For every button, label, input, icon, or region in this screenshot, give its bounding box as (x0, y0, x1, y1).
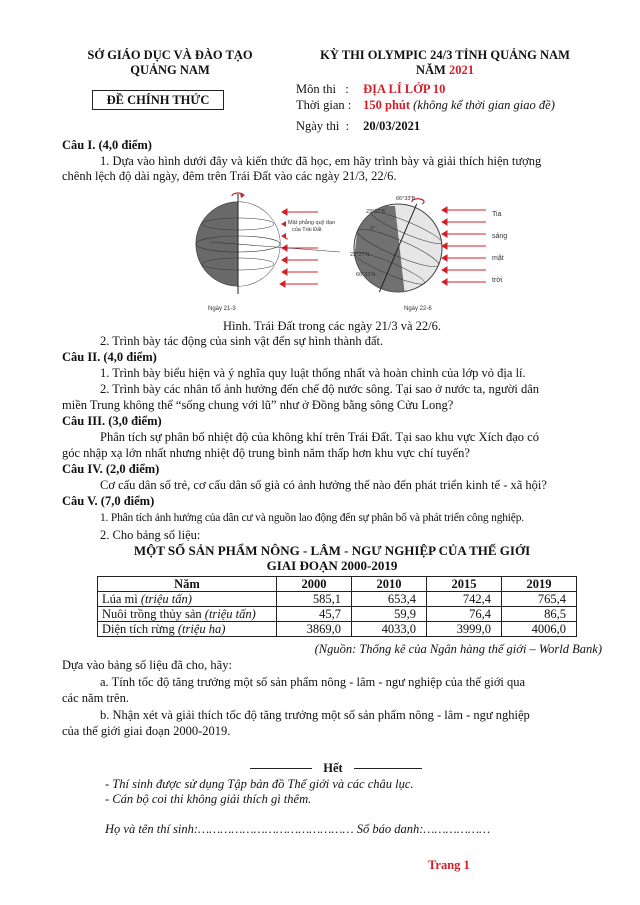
end-marker: Hết (250, 760, 430, 776)
q1-p1-line1: 1. Dựa vào hình dưới đây và kiến thức đã học, em hãy trình bày và giải thích hiện tượng (100, 154, 542, 168)
subject-row: Môn thi : ĐỊA LÍ LỚP 10 (296, 82, 446, 96)
row-label: Lúa mì (triệu tấn) (98, 592, 277, 607)
q3-line2: góc nhập xạ lớn nhất nhưng nhiệt độ trung bình năm thấp hơn khu vực chí tuyến? (62, 446, 470, 460)
cell: 3999,0 (427, 622, 502, 637)
sun-word-4: trời (492, 277, 503, 284)
earth-figure (190, 186, 520, 314)
cell: 59,9 (352, 607, 427, 622)
q5-p2: 2. Cho bảng số liệu: (100, 528, 201, 542)
header-2019: 2019 (502, 577, 577, 592)
q1-title: Câu I. (4,0 điểm) (62, 138, 152, 152)
cell: 4006,0 (502, 622, 577, 637)
figure-caption: Hình. Trái Đất trong các ngày 21/3 và 22/6. (222, 319, 442, 333)
cell: 653,4 (352, 592, 427, 607)
q1-p2: 2. Trình bày tác động của sinh vật đến sự hình thành đất. (100, 334, 384, 348)
exam-info (296, 81, 616, 134)
q5-a-line2: các năm trên. (62, 691, 129, 705)
candidate-info-line: Họ và tên thí sinh:…………………………………… Số báo danh:……………… (105, 822, 491, 836)
exam-title: KỲ THI OLYMPIC 24/3 TỈNH QUẢNG NAM NĂM 2021 (290, 48, 600, 78)
cell: 3869,0 (277, 622, 352, 637)
lat-66-south: 66°33'N (356, 272, 376, 278)
right-globe (339, 187, 458, 310)
page-number: Trang 1 (428, 858, 470, 872)
cell: 45,7 (277, 607, 352, 622)
footer-note-2: - Cán bộ coi thi không giải thích gì thêm. (105, 792, 312, 806)
header-year: Năm (98, 577, 277, 592)
end-rule-right (354, 768, 422, 769)
table-row (98, 607, 577, 622)
q5-a-line1: a. Tính tốc độ tăng trưởng một số sản phẩm nông - lâm - ngư nghiệp của thế giới qua (100, 675, 526, 689)
cell: 765,4 (502, 592, 577, 607)
table-source: (Nguồn: Thống kê của Ngân hàng thế giới – World Bank) (314, 642, 602, 656)
header-2015: 2015 (427, 577, 502, 592)
q5-b-line2: của thế giới giai đoạn 2000-2019. (62, 724, 231, 738)
lat-66-north: 66°33'B (396, 196, 416, 202)
q5-intro: Dựa vào bảng số liệu đã cho, hãy: (62, 658, 232, 672)
sun-word-1: Tia (492, 211, 502, 218)
cell: 86,5 (502, 607, 577, 622)
cell: 585,1 (277, 592, 352, 607)
q2-p1: 1. Trình bày biểu hiện và ý nghĩa quy luật thống nhất và hoàn chỉnh của lớp vỏ địa lí. (100, 366, 526, 380)
exam-year-line: NĂM 2021 (416, 63, 474, 77)
table-title: MỘT SỐ SẢN PHẨM NÔNG - LÂM - NGƯ NGHIỆP CỦA THẾ GIỚI GIAI ĐOẠN 2000-2019 (133, 543, 531, 573)
row-label: Diện tích rừng (triệu ha) (98, 622, 277, 637)
cell: 742,4 (427, 592, 502, 607)
q5-p1: 1. Phân tích ảnh hưởng của dân cư và nguồn lao động đến sự phân bố và phát triển công nghiệp. (100, 512, 524, 524)
q2-p2-line2: miền Trung không thể “sống chung với lũ” như ở Đồng bằng sông Cửu Long? (62, 398, 454, 412)
q4-line1: Cơ cấu dân số trẻ, cơ cấu dân số già có ảnh hưởng thế nào đến phát triển kinh tế - xã hội? (100, 478, 547, 492)
footer-note-1: - Thí sinh được sử dụng Tập bản đồ Thế giới và các châu lục. (105, 777, 414, 791)
sun-word-3: mặt (492, 255, 504, 262)
right-sun-rays (442, 207, 486, 285)
q1-p1-line2: chênh lệch độ dài ngày, đêm trên Trái Đất vào các ngày 21/3, 22/6. (62, 169, 397, 183)
lat-23-south: 23°27'N (350, 252, 370, 258)
time-row: Thời gian : 150 phút (không kể thời gian giao đề) (296, 98, 555, 112)
left-day-label: Ngày 21-3 (208, 306, 236, 312)
data-table (97, 576, 577, 637)
table-row (98, 592, 577, 607)
table-header-row (98, 577, 577, 592)
end-rule-left (250, 768, 312, 769)
q2-p2-line1: 2. Trình bày các nhân tố ảnh hưởng đến chế độ nước sông. Tại sao ở nước ta, người dân (100, 382, 540, 396)
right-day-label: Ngày 22-6 (404, 306, 432, 312)
issuing-organization: SỞ GIÁO DỤC VÀ ĐÀO TẠO QUẢNG NAM (87, 48, 253, 77)
q3-title: Câu III. (3,0 điểm) (62, 414, 162, 428)
date-row: Ngày thi : 20/03/2021 (296, 119, 421, 133)
q3-line1: Phân tích sự phân bố nhiệt độ của không khí trên Trái Đất. Tại sao khu vực Xích đạo có (100, 430, 539, 444)
table-row (98, 622, 577, 637)
lat-equator: 0° (370, 226, 376, 232)
cell: 76,4 (427, 607, 502, 622)
q4-title: Câu IV. (2,0 điểm) (62, 462, 160, 476)
header-2000: 2000 (277, 577, 352, 592)
q5-b-line1: b. Nhận xét và giải thích tốc độ tăng trưởng một số sản phẩm nông - lâm - ngư nghiệp (100, 708, 530, 722)
q2-title: Câu II. (4,0 điểm) (62, 350, 157, 364)
q5-title: Câu V. (7,0 điểm) (62, 494, 155, 508)
row-label: Nuôi trồng thủy sản (triệu tấn) (98, 607, 277, 622)
plane-label-2: của Trái Đất (292, 227, 322, 233)
official-badge: ĐỀ CHÍNH THỨC (92, 90, 224, 110)
lat-23-north: 23°27'B (366, 209, 386, 215)
plane-label-1: Mặt phẳng quỹ đạo (288, 220, 336, 226)
header-2010: 2010 (352, 577, 427, 592)
cell: 4033,0 (352, 622, 427, 637)
sun-word-2: sáng (492, 233, 508, 240)
